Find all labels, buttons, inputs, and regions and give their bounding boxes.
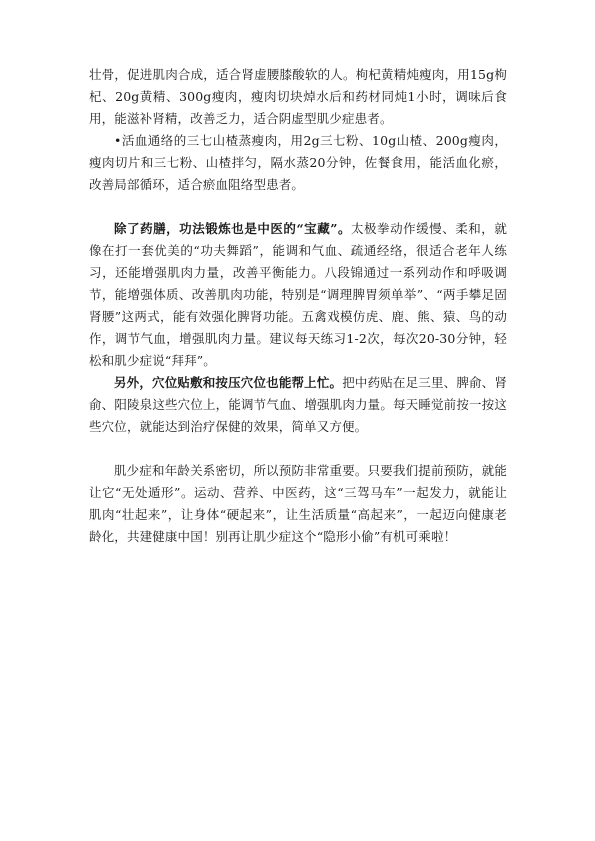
document-page	[89, 64, 507, 548]
paragraph-conclusion: 肌少症和年龄关系密切，所以预防非常重要。只要我们提前预防，就能让它“无处遁形”。运动、营养、中医药，这“三驾马车”一起发力，就能让肌肉“壮起来”，让身体“硬起来”，让生活质量“高起来”，一起迈向健康老龄化，共建健康中国！别再让肌少症这个“隐形小偷”有机可乘啦！	[89, 463, 507, 544]
paragraph-exercise	[89, 218, 507, 372]
exercise-body: 太极拳动作缓慢、柔和，就像在打一套优美的“功夫舞蹈”，能调和气血、疏通经络，很适合老年人练习，还能增强肌肉力量，改善平衡能力。八段锦通过一系列动作和呼吸调节，能增强体质、改善肌肉功能，特别是“调理脾胃须单举”、“两手攀足固肾腰”这两式，能有效强化脾肾功能。五禽戏模仿虎、鹿、熊、猿、鸟的动作，调节气血，增强肌肉力量。建议每天练习1-2次，每次20-30分钟，轻松和肌少症说“拜拜”。	[89, 221, 507, 368]
paragraph-acupoint	[89, 372, 507, 438]
acupoint-body: 把中药贴在足三里、脾俞、肾俞、阳陵泉这些穴位上，能调节气血、增强肌肉力量。每天睡觉前按一按这些穴位，就能达到治疗保健的效果，简单又方便。	[89, 375, 508, 434]
acupoint-lead: 另外，穴位贴敷和按压穴位也能帮上忙。	[114, 375, 343, 390]
paragraph-diet-blood: •活血通络的三七山楂蒸瘦肉，用2g三七粉、10g山楂、200g瘦肉，瘦肉切片和三七粉、山楂拌匀，隔水蒸20分钟，佐餐食用，能活血化瘀，改善局部循环，适合瘀血阻络型患者。	[89, 133, 507, 192]
exercise-lead: 除了药膳，功法锻炼也是中医的“宝藏”。	[114, 221, 351, 236]
paragraph-diet-kidney: 壮骨，促进肌肉合成，适合肾虚腰膝酸软的人。枸杞黄精炖瘦肉，用15g枸杞、20g黄精、300g瘦肉，瘦肉切块焯水后和药材同炖1小时，调味后食用，能滋补肾精，改善乏力，适合阴虚型肌少症患者。	[89, 67, 507, 126]
